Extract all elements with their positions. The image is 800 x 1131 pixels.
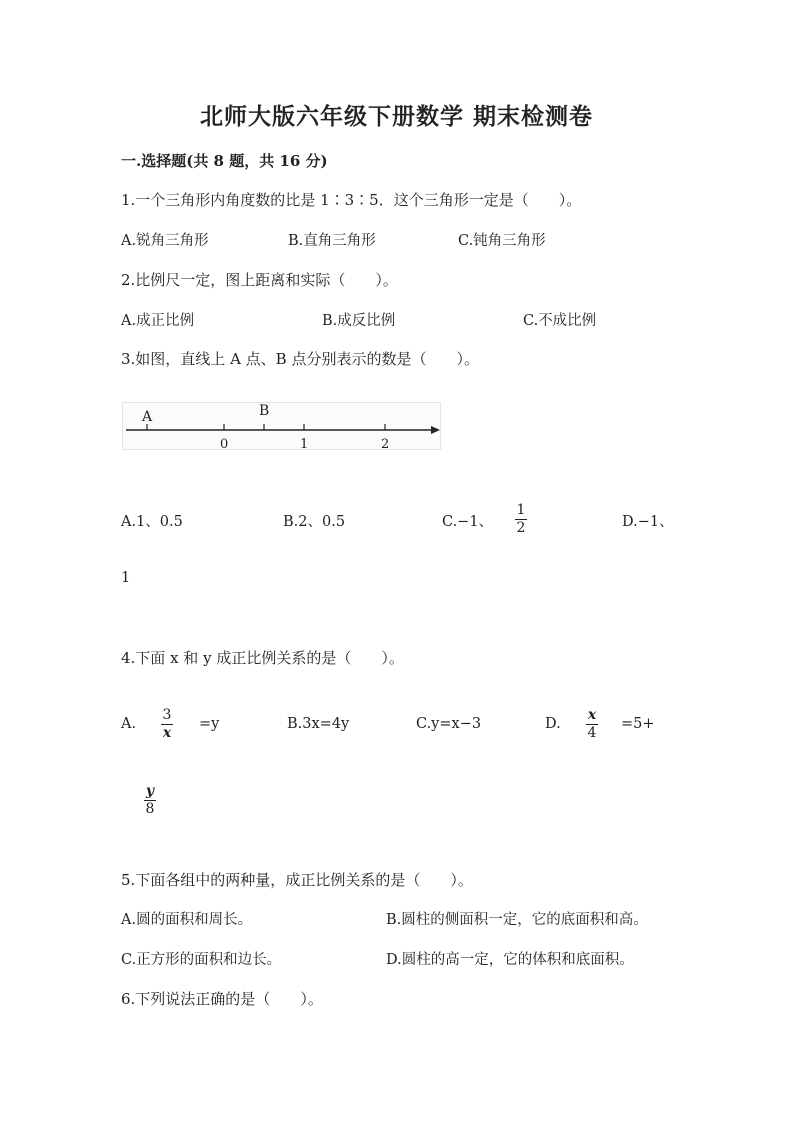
fraction-denominator: 2 [516,520,526,536]
question-5-stem: 5.下面各组中的两种量，成正比例关系的是（ ）。 [121,871,473,889]
point-b-label: B [259,403,270,419]
question-2-option-a: A.成正比例 [121,313,195,329]
question-3-option-d: D.−1、 [622,514,674,530]
question-4-option-b: B.3x=4y [287,716,350,732]
question-5-option-c: C.正方形的面积和边长。 [121,952,282,968]
tick-label-0: 0 [220,437,229,452]
question-3-option-b: B.2、0.5 [283,514,346,530]
number-line-figure [122,400,444,452]
question-4-option-d-fraction-2 [144,784,156,817]
question-4-option-d-fraction [586,708,598,741]
question-4-option-a: A. [121,716,137,732]
tick-label-1: 1 [300,437,309,452]
question-4-option-c: C.y=x−3 [416,716,482,732]
question-3-option-c: C.−1、 [442,514,494,530]
question-3-option-c-fraction [515,503,527,536]
question-4-option-d: D. [545,716,561,732]
question-5-option-a: A.圆的面积和周长。 [121,912,253,928]
question-1-option-b: B.直角三角形 [288,233,376,249]
tick-label-2: 2 [381,437,390,452]
question-6-stem: 6.下列说法正确的是（ ）。 [121,990,323,1008]
fraction-numerator: 3 [162,707,172,723]
question-1-option-c: C.钝角三角形 [458,233,546,249]
question-3-option-a: A.1、0.5 [121,514,183,530]
question-3-option-d-continuation: 1 [121,570,131,586]
question-4-option-d-rest: =5+ [621,716,655,732]
fraction-numerator: 1 [516,502,526,518]
question-1-option-a: A.锐角三角形 [121,233,209,249]
fraction-denominator: 4 [587,725,597,741]
question-3-stem: 3.如图，直线上 A 点、B 点分别表示的数是（ ）。 [121,350,479,368]
question-4-stem: 4.下面 x 和 y 成正比例关系的是（ ）。 [121,649,404,667]
question-5-option-b: B.圆柱的侧面积一定，它的底面积和高。 [386,912,648,928]
question-2-option-b: B.成反比例 [322,313,396,329]
question-5-option-d: D.圆柱的高一定，它的体积和底面积。 [386,952,634,968]
question-4-option-a-fraction [161,708,173,741]
section-heading: 一.选择题(共 8 题，共 16 分) [121,152,328,170]
question-4-option-a-rest: =y [199,716,220,732]
question-2-stem: 2.比例尺一定，图上距离和实际（ ）。 [121,271,398,289]
fraction-numerator: x [587,707,597,723]
question-2-option-c: C.不成比例 [523,313,597,329]
fraction-denominator: x [162,725,172,741]
fraction-denominator: 8 [145,801,155,817]
point-a-label: A [142,409,153,425]
page-title: 北师大版六年级下册数学 期末检测卷 [200,103,594,130]
question-1-stem: 1.一个三角形内角度数的比是 1∶3∶5．这个三角形一定是（ ）。 [121,191,582,209]
fraction-numerator: y [145,783,155,799]
